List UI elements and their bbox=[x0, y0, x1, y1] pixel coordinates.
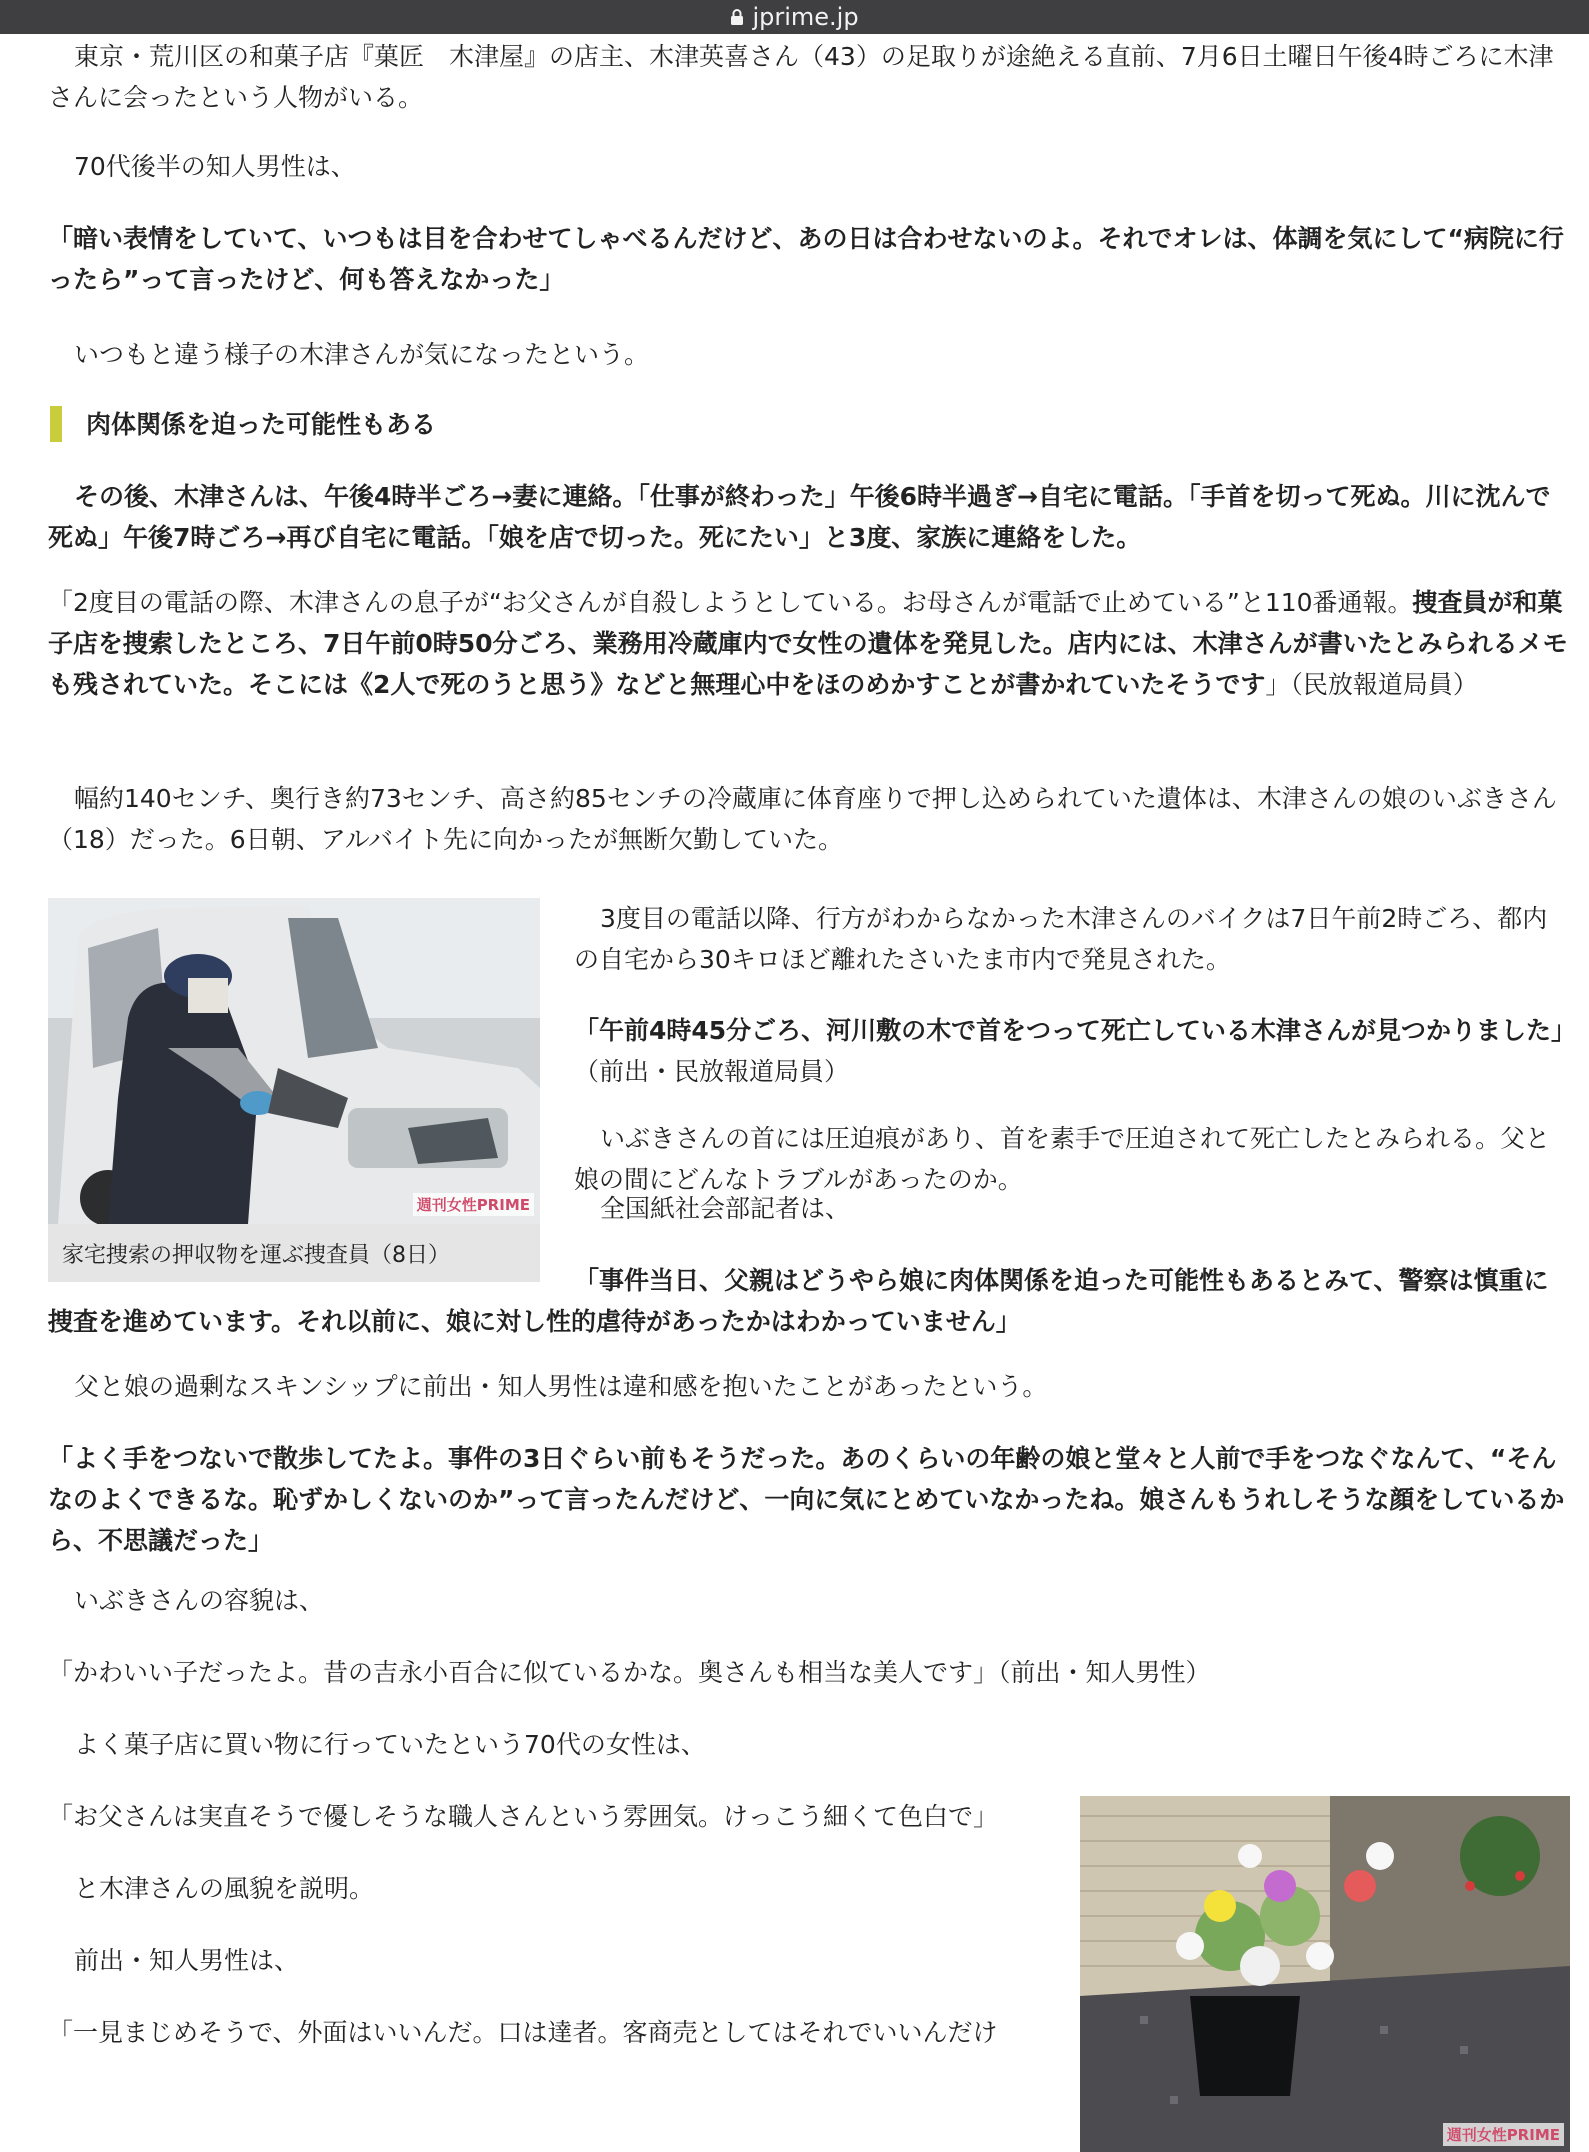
paragraph: 3度目の電話以降、行方がわからなかった木津さんのバイクは7日午前2時ごろ、都内の自宅から30キロほど離れたさいたま市内で発見された。 bbox=[574, 904, 1548, 974]
flowers-photo bbox=[1080, 1796, 1570, 2152]
paragraph: よく菓子店に買い物に行っていたという70代の女性は、 bbox=[74, 1730, 706, 1759]
paragraph: いつもと違う様子の木津さんが気になったという。 bbox=[74, 340, 650, 369]
figure-flowers bbox=[1080, 1796, 1570, 2152]
quote: 「よく手をつないで散歩してたよ。事件の3日ぐらい前もそうだった。あのくらいの年齢の娘と堂々と人前で手をつなぐなんて、“そんなのよくできるな。恥ずかしくないのか”って言ったんだけど、一向に気にとめていなかったね。娘さんもうれしそうな顔をしているから、不思議だった」 bbox=[48, 1444, 1565, 1555]
lock-icon bbox=[730, 9, 744, 25]
paragraph: 全国紙社会部記者は、 bbox=[600, 1194, 851, 1223]
paragraph: その後、木津さんは、午後4時半ごろ→妻に連絡。「仕事が終わった」午後6時半過ぎ→自宅に電話。「手首を切って死ぬ。川に沈んで死ぬ」午後7時ごろ→再び自宅に電話。「娘を店で切った。死にたい」と3度、家族に連絡をした。 bbox=[48, 482, 1551, 552]
paragraph: 幅約140センチ、奥行き約73センチ、高さ約85センチの冷蔵庫に体育座りで押し込められていた遺体は、木津さんの娘のいぶきさん（18）だった。6日朝、アルバイト先に向かったが無断欠勤していた。 bbox=[48, 784, 1557, 854]
paragraph bbox=[48, 582, 1568, 705]
investigator-photo bbox=[48, 898, 540, 1224]
quote bbox=[574, 1010, 1576, 1092]
paragraph: 東京・荒川区の和菓子店『菓匠 木津屋』の店主、木津英喜さん（43）の足取りが途絶える直前、7月6日土曜日午後4時ごろに木津さんに会ったという人物がいる。 bbox=[48, 42, 1554, 112]
paragraph: 前出・知人男性は、 bbox=[74, 1946, 300, 1975]
quote-bold: 捜査員が和菓子店を捜索したところ、7日午前0時50分ごろ、業務用冷蔵庫内で女性の遺体を発見した。店内には、木津さんが書いたとみられるメモも残されていた。そこには《2人で死のうと思う》などと無理心中をほのめかすことが書かれていたそうです bbox=[48, 588, 1568, 699]
figure-caption: 家宅捜索の押収物を運ぶ捜査員（8日） bbox=[62, 1243, 450, 1268]
paragraph: 70代後半の知人男性は、 bbox=[74, 152, 356, 181]
paragraph: と木津さんの風貌を説明。 bbox=[74, 1874, 375, 1903]
quote: 「事件当日、父親はどうやら娘に肉体関係を迫った可能性もあるとみて、警察は慎重に捜査を進めています。それ以前に、娘に対し性的虐待があったかはわかっていません」 bbox=[48, 1266, 1549, 1336]
url-text: jprime.jp bbox=[752, 3, 859, 31]
watermark: 週刊女性PRIME bbox=[1443, 2123, 1564, 2146]
quote: 「一見まじめそうで、外面はいいんだ。口は達者。客商売としてはそれでいいんだけ bbox=[48, 2018, 998, 2047]
quote: 「かわいい子だったよ。昔の吉永小百合に似ているかな。奥さんも相当な美人です」（前出・知人男性） bbox=[48, 1658, 1211, 1687]
browser-address-bar[interactable] bbox=[0, 0, 1589, 34]
quote: 「暗い表情をしていて、いつもは目を合わせてしゃべるんだけど、あの日は合わせないのよ。それでオレは、体調を気にして“病院に行ったら”って言ったけど、何も答えなかった」 bbox=[48, 224, 1564, 294]
paragraph: 父と娘の過剰なスキンシップに前出・知人男性は違和感を抱いたことがあったという。 bbox=[74, 1372, 1048, 1401]
paragraph: いぶきさんの容貌は、 bbox=[74, 1586, 325, 1615]
figure-investigator bbox=[48, 898, 540, 1282]
quote-source: （前出・民放報道局員） bbox=[574, 1057, 850, 1086]
quote-source: 」（民放報道局員） bbox=[1265, 670, 1478, 699]
paragraph: いぶきさんの首には圧迫痕があり、首を素手で圧迫されて死亡したとみられる。父と娘の間にどんなトラブルがあったのか。 bbox=[574, 1124, 1551, 1194]
quote-plain: 「2度目の電話の際、木津さんの息子が“お父さんが自殺しようとしている。お母さんが電話で止めている”と110番通報。 bbox=[48, 588, 1413, 617]
section-heading: 肉体関係を迫った可能性もある bbox=[48, 404, 1589, 445]
quote: 「お父さんは実直そうで優しそうな職人さんという雰囲気。けっこう細くて色白で」 bbox=[48, 1802, 999, 1831]
quote-bold: 「午前4時45分ごろ、河川敷の木で首をつって死亡している木津さんが見つかりました」 bbox=[574, 1016, 1576, 1045]
watermark: 週刊女性PRIME bbox=[413, 1193, 534, 1216]
